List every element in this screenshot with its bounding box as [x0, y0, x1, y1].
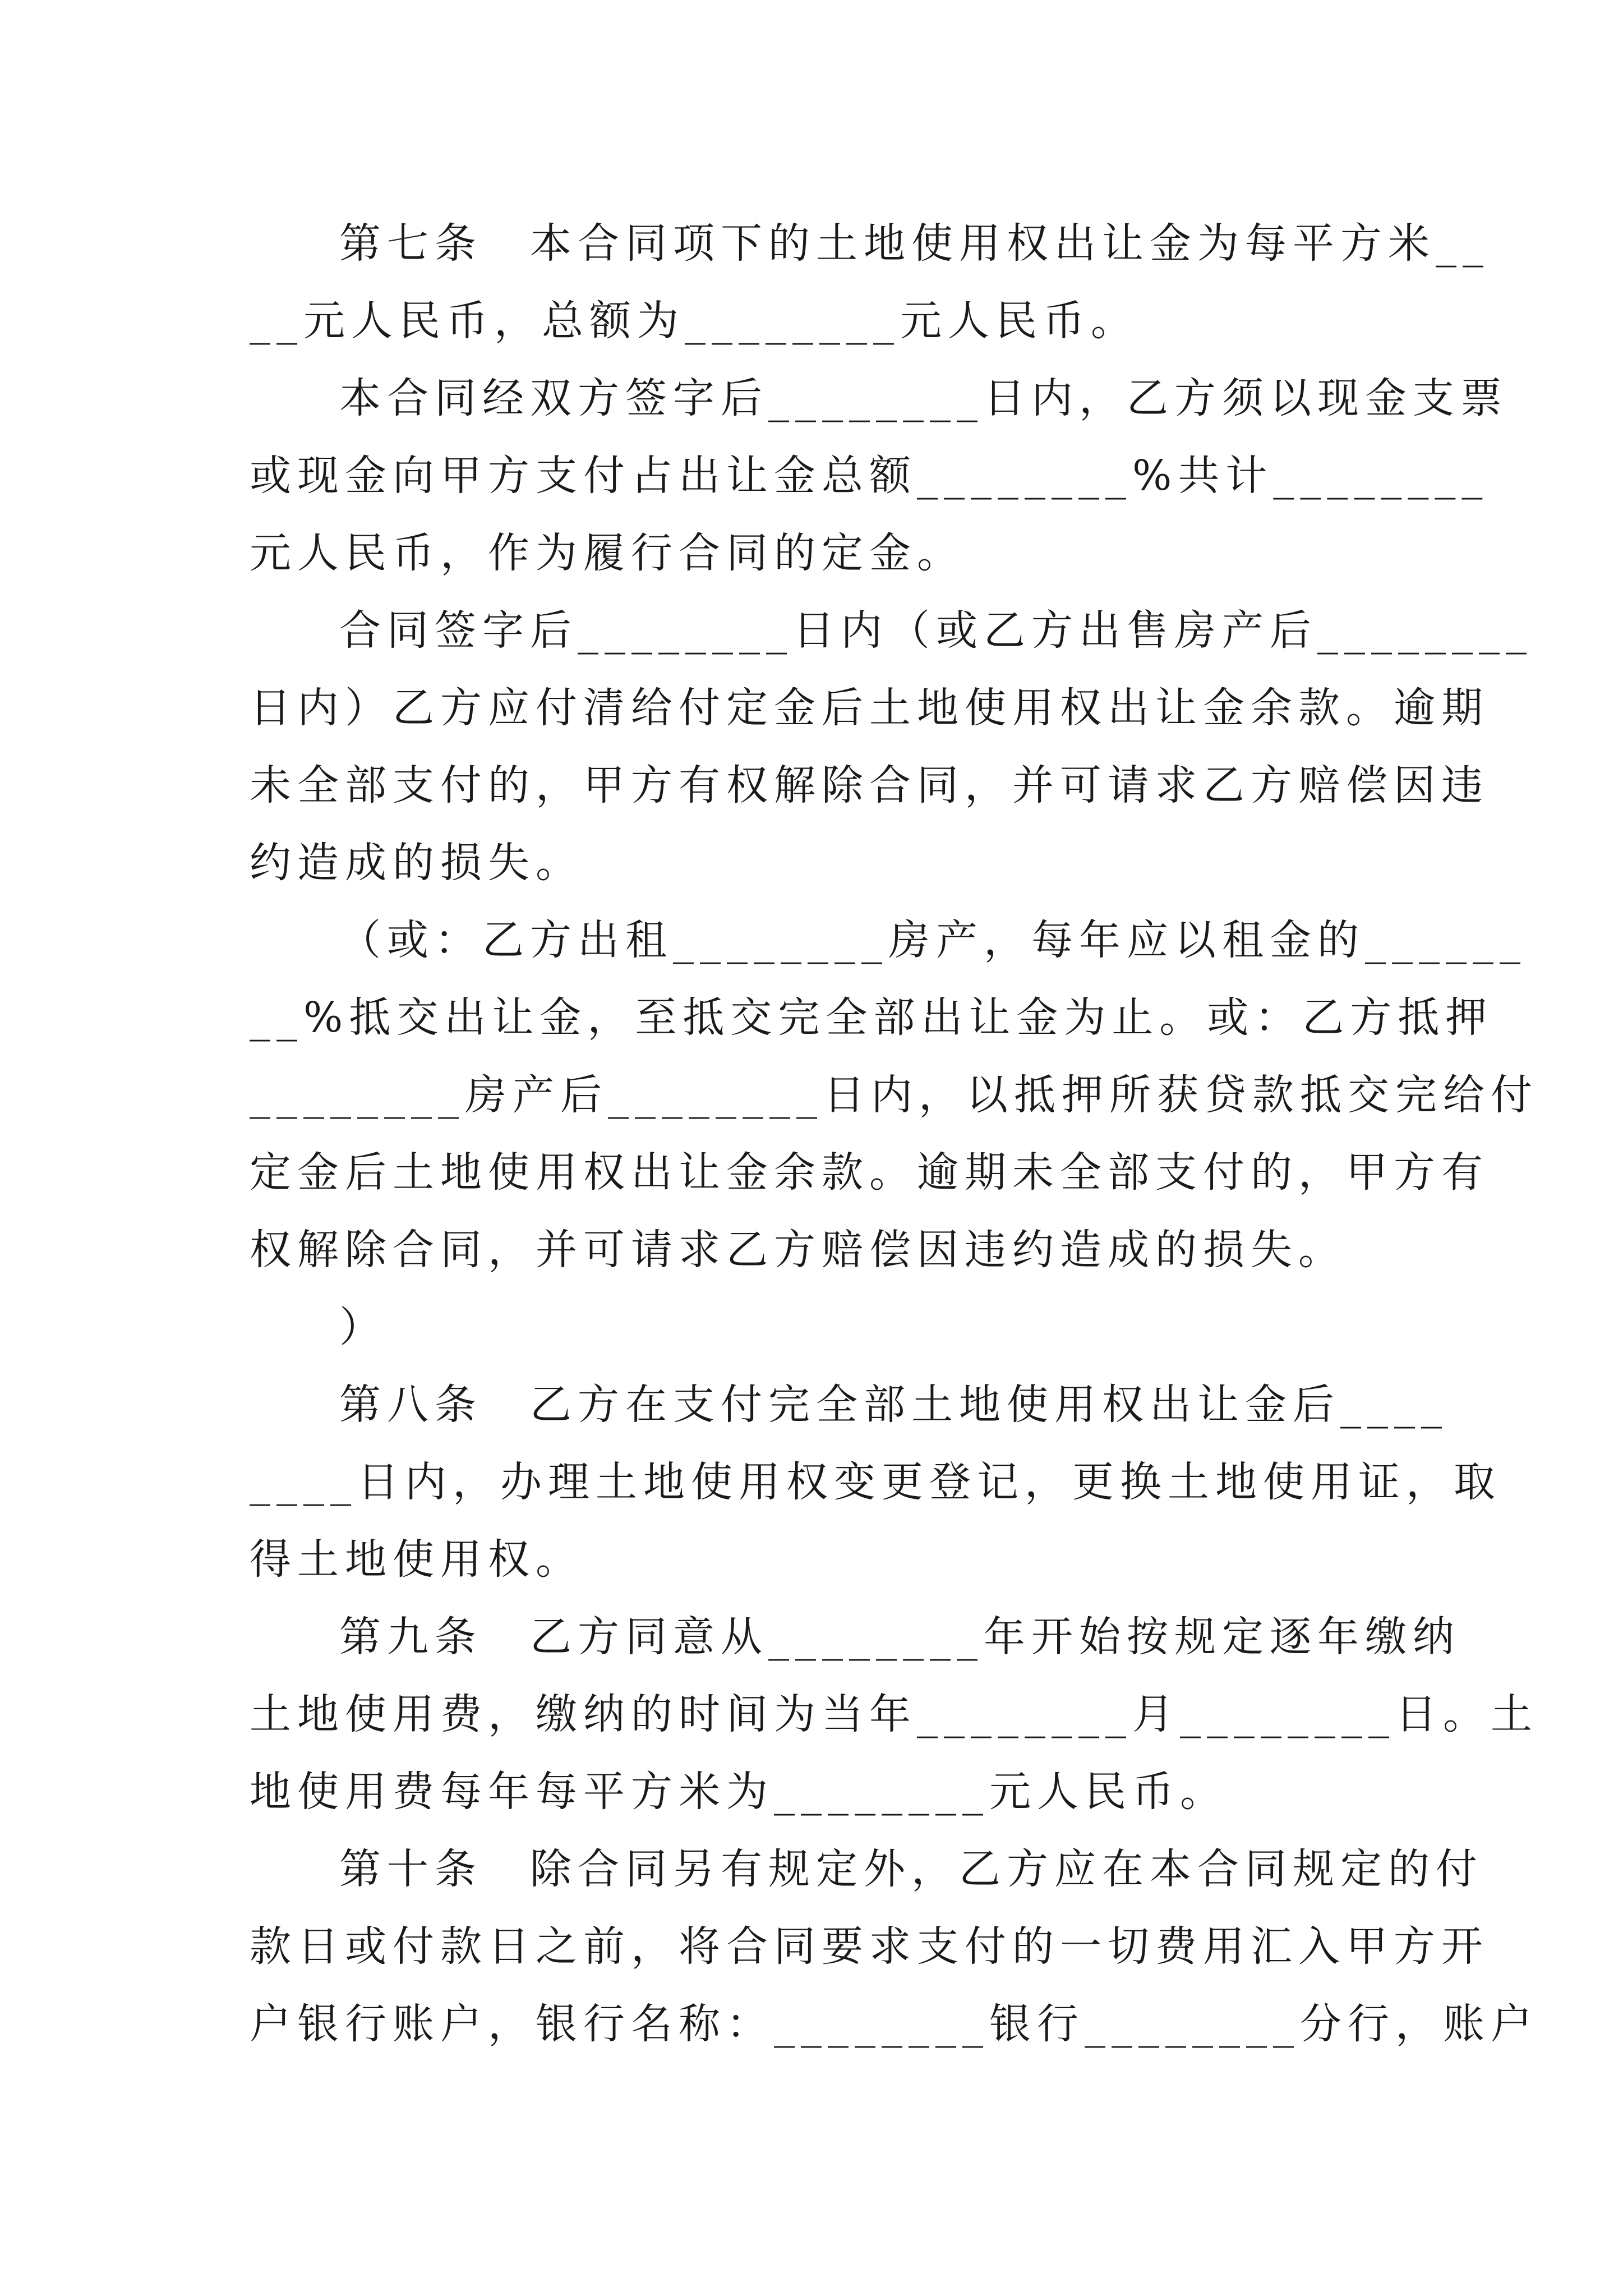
alternative-paragraph-close: ）	[339, 1303, 387, 1351]
alternative-paragraph-line-4: 定金后土地使用权出让金余款。逾期未全部支付的，甲方有	[250, 1148, 1489, 1197]
article-9-line-2: 土地使用费，缴纳的时间为当年________月________日。土	[250, 1690, 1538, 1738]
alternative-paragraph-line-2: __%抵交出让金，至抵交完全部出让金为止。或：乙方抵押	[250, 993, 1493, 1042]
article-8-line-2: ____日内，办理土地使用权变更登记，更换土地使用证，取	[250, 1458, 1501, 1506]
alternative-paragraph-line-5: 权解除合同，并可请求乙方赔偿因违约造成的损失。	[250, 1226, 1346, 1274]
alternative-paragraph-line-1: （或：乙方出租________房产，每年应以租金的______	[339, 916, 1527, 964]
article-10-line-1: 第十条 除合同另有规定外，乙方应在本合同规定的付	[339, 1845, 1483, 1893]
article-9-line-1: 第九条 乙方同意从________年开始按规定逐年缴纳	[339, 1613, 1460, 1661]
document-body	[250, 205, 1538, 2063]
balance-paragraph-line-4: 约造成的损失。	[250, 839, 583, 887]
deposit-paragraph-line-2: 或现金向甲方支付占出让金总额________%共计________	[250, 452, 1489, 500]
article-8-line-1: 第八条 乙方在支付完全部土地使用权出让金后____	[339, 1381, 1448, 1429]
alternative-paragraph-line-3: ________房产后________日内，以抵押所获贷款抵交完给付	[250, 1071, 1538, 1119]
article-9-line-3: 地使用费每年每平方米为________元人民币。	[250, 1768, 1228, 1816]
deposit-paragraph-line-1: 本合同经双方签字后________日内，乙方须以现金支票	[339, 374, 1508, 422]
balance-paragraph-line-1: 合同签字后________日内（或乙方出售房产后________	[339, 606, 1533, 655]
article-7-line-1: 第七条 本合同项下的土地使用权出让金为每平方米__	[339, 219, 1490, 268]
balance-paragraph-line-2: 日内）乙方应付清给付定金后土地使用权出让金余款。逾期	[250, 684, 1489, 732]
article-10-line-3: 户银行账户，银行名称：________银行________分行，账户	[250, 2000, 1538, 2048]
deposit-paragraph-line-3: 元人民币，作为履行合同的定金。	[250, 529, 965, 577]
article-10-line-2: 款日或付款日之前，将合同要求支付的一切费用汇入甲方开	[250, 1922, 1489, 1971]
article-8-line-3: 得土地使用权。	[250, 1535, 583, 1584]
article-7-line-2: __元人民币，总额为________元人民币。	[250, 297, 1138, 345]
balance-paragraph-line-3: 未全部支付的，甲方有权解除合同，并可请求乙方赔偿因违	[250, 761, 1489, 809]
